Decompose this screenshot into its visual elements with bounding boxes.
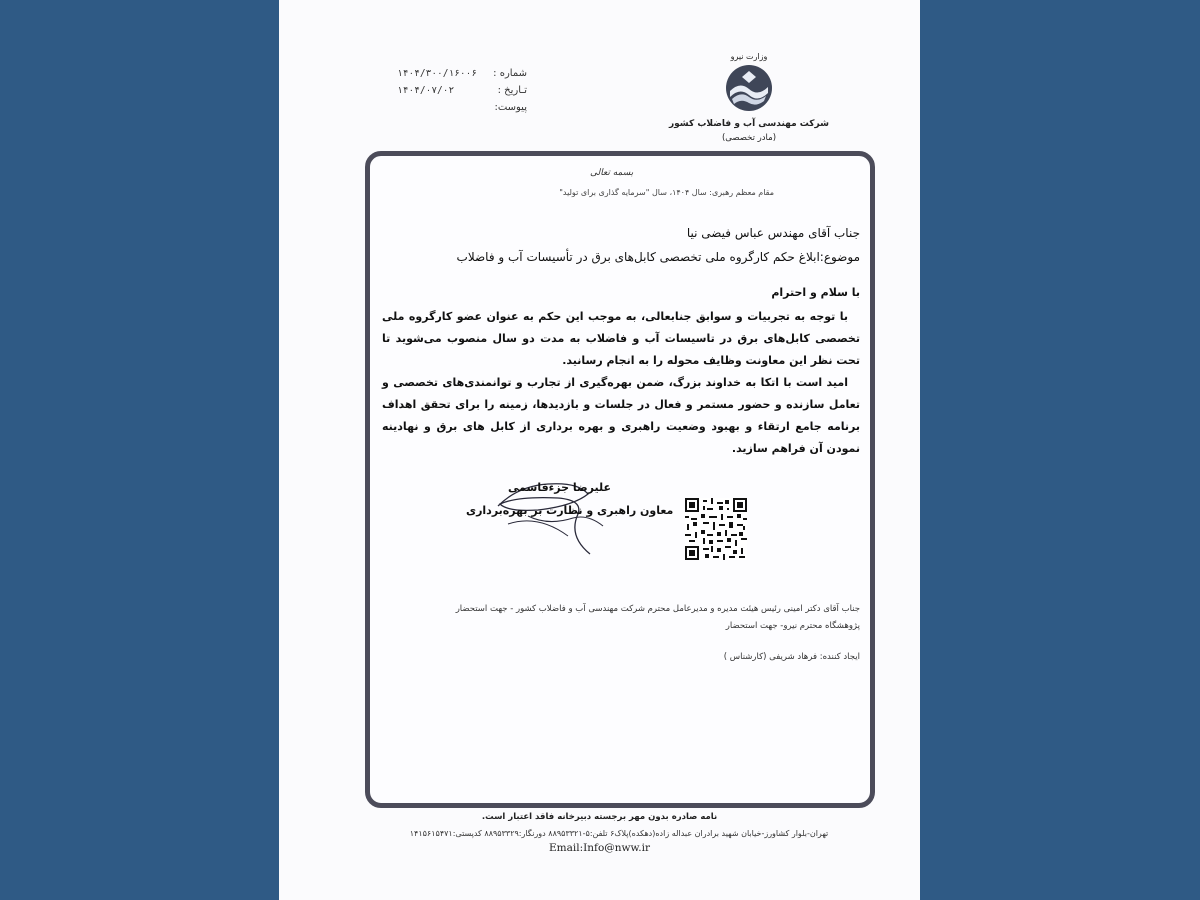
subject-line: موضوع:ابلاغ حکم کارگروه ملی تخصصی کابل‌های برق در تأسیسات آب و فاضلاب [456,250,860,264]
signer-name: علیرضا جزءقاسمی [508,481,611,494]
ministry-name: وزارت نیرو [730,52,768,61]
leader-slogan: مقام معظم رهبری: سال ۱۴۰۴، سال "سرمایه گذاری برای تولید" [559,188,774,197]
letter-meta [397,68,527,119]
letter-page [279,0,920,900]
number-value: ۱۴۰۴/۳۰۰/۱۶۰۰۶ [397,68,478,79]
footer-email[interactable]: Email:Info@nww.ir [549,842,650,854]
bismillah: بسمه تعالی [590,168,634,178]
greeting: با سلام و احترام [771,286,860,299]
attachment-label: پیوست: [494,102,527,113]
date-value: ۱۴۰۴/۰۷/۰۲ [397,85,455,96]
company-subtitle: (مادر تخصصی) [721,133,777,143]
footer-note: نامه صادره بدون مهر برجسته دبیرخانه فاقد اعتبار است. [481,812,718,822]
footer-address: تهران-بلوار کشاورز-خیابان شهید برادران عبداله زاده(دهکده)پلاک۶ تلفن:۵-۸۸۹۵۳۳۲۱ دورنگار:۸۸۹۵۳۳۲۹ کدپستی:۱۴۱۵۶۱۵۴۷۱ [409,829,829,838]
date-label: تـاریخ : [497,85,527,96]
company-name: شرکت مهندسی آب و فاضلاب کشور [668,119,829,129]
letter-body [382,306,860,460]
number-label: شماره : [493,68,527,79]
water-drop-logo-icon [724,63,774,113]
letter-frame [365,151,875,808]
creator-line: ایجاد کننده: فرهاد شریفی (کارشناس ) [723,652,860,662]
cc-line-2: پژوهشگاه محترم نیرو- جهت استحضار [725,621,860,631]
body-paragraph-1: با توجه به تجربیات و سوابق جنابعالی، به موجب این حکم به عنوان عضو کارگروه ملی تخصصی کابل‌های برق در تاسیسات آب و فاضلاب به مدت دو سال منصوب می‌شوید تا تحت نظر این معاونت وظایف محوله را به انجام رسانید. [382,310,860,367]
signer-title: معاون راهبری و نظارت بر بهره‌برداری [466,504,674,517]
qr-code-icon[interactable] [685,498,747,560]
carbon-copy-list [390,601,860,635]
body-paragraph-2: امید است با اتکا به خداوند بزرگ، ضمن بهره‌گیری از تجارب و توانمندی‌های تخصصی و تعامل سازنده و حضور مستمر و فعال در جلسات و بازدیدها، زمینه را برای تحقق اهداف برنامه جامع ارتقاء و بهبود وضعیت راهبری و بهره برداری از کابل های برق و نهادینه نمودن آن فراهم سازید. [382,376,860,455]
company-logo-block [669,52,829,143]
addressee: جناب آقای مهندس عباس فیضی نیا [686,226,860,240]
cc-line-1: جناب آقای دکتر امینی رئیس هیئت مدیره و مدیرعامل محترم شرکت مهندسی آب و فاضلاب کشور - جهت استحضار [455,604,860,614]
